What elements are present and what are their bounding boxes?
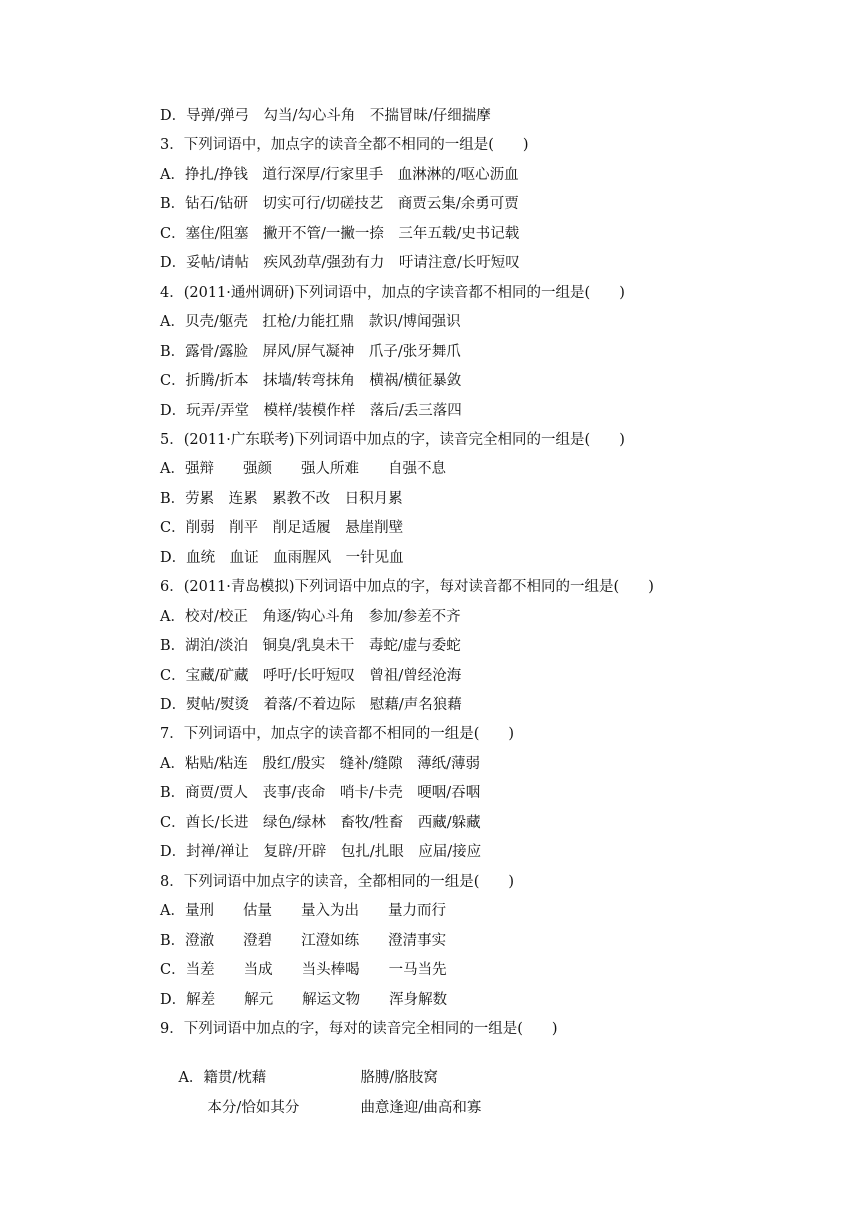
option-line: D．解差 解元 解运文物 浑身解数 (160, 992, 448, 1008)
option-line: D．熨帖/熨烫 着落/不着边际 慰藉/声名狼藉 (160, 697, 462, 713)
option-line: D．导弹/弹弓 勾当/勾心斗角 不揣冒昧/仔细揣摩 (160, 108, 491, 124)
option-line: D．妥帖/请帖 疾风劲草/强劲有力 吁请注意/长吁短叹 (160, 255, 520, 271)
question-stem: 6．(2011·青岛模拟)下列词语中加点的字，每对读音都不相同的一组是( ) (160, 579, 654, 595)
question-stem: 8．下列词语中加点字的读音，全都相同的一组是( ) (160, 874, 515, 890)
question-stem: 5．(2011·广东联考)下列词语中加点的字，读音完全相同的一组是( ) (160, 432, 625, 448)
option-line: D．玩弄/弄堂 模样/装模作样 落后/丢三落四 (160, 403, 462, 419)
option-line: B．劳累 连累 累教不改 日积月累 (160, 491, 403, 507)
answer-cell: 曲意逢迎/曲高和寡 (360, 1100, 482, 1116)
question-stem: 3．下列词语中，加点字的读音全都不相同的一组是( ) (160, 137, 529, 153)
option-line: B．商贾/贾人 丧事/丧命 哨卡/卡壳 哽咽/吞咽 (160, 785, 481, 801)
question-stem: 7．下列词语中，加点字的读音都不相同的一组是( ) (160, 726, 515, 742)
question-stem: 4．(2011·通州调研)下列词语中，加点的字读音都不相同的一组是( ) (160, 285, 625, 301)
option-line: B．露骨/露脸 屏风/屏气凝神 爪子/张牙舞爪 (160, 344, 461, 360)
answer-cell: 本分/恰如其分 (178, 1100, 300, 1116)
option-line: A．挣扎/挣钱 道行深厚/行家里手 血淋淋的/呕心沥血 (160, 167, 519, 183)
option-line: C．酋长/长进 绿色/绿林 畜牧/牲畜 西藏/躲藏 (160, 815, 481, 831)
option-line: C．折腾/折本 抹墙/转弯抹角 横祸/横征暴敛 (160, 373, 462, 389)
option-line: B．澄澈 澄碧 江澄如练 澄清事实 (160, 933, 447, 949)
option-line: A．贝壳/躯壳 扛枪/力能扛鼎 款识/博闻强识 (160, 314, 461, 330)
option-line: C．塞住/阻塞 撇开不管/一撇一捺 三年五载/史书记载 (160, 226, 520, 242)
option-line: C．当差 当成 当头棒喝 一马当先 (160, 962, 447, 978)
option-line: B．湖泊/淡泊 铜臭/乳臭未干 毒蛇/虚与委蛇 (160, 638, 461, 654)
option-line: C．削弱 削平 削足适履 悬崖削壁 (160, 520, 404, 536)
option-line: A．量刑 估量 量入为出 量力而行 (160, 903, 446, 919)
option-line: D．血统 血证 血雨腥风 一针见血 (160, 550, 404, 566)
answer-cell: A．籍贯/枕藉 (178, 1070, 267, 1086)
question-stem: 9．下列词语中加点的字，每对的读音完全相同的一组是( ) (160, 1021, 558, 1037)
option-line: A．强辩 强颜 强人所难 自强不息 (160, 461, 446, 477)
answer-cell: 胳膊/胳肢窝 (360, 1070, 438, 1086)
answer-row (160, 1078, 542, 1138)
option-line: A．校对/校正 角逐/钩心斗角 参加/参差不齐 (160, 609, 461, 625)
option-line: B．钻石/钻研 切实可行/切磋技艺 商贾云集/余勇可贾 (160, 196, 519, 212)
option-line: C．宝藏/矿藏 呼吁/长吁短叹 曾祖/曾经沧海 (160, 668, 462, 684)
option-line: A．粘贴/粘连 殷红/殷实 缝补/缝隙 薄纸/薄弱 (160, 756, 481, 772)
option-line: D．封禅/禅让 复辟/开辟 包扎/扎眼 应届/接应 (160, 844, 482, 860)
